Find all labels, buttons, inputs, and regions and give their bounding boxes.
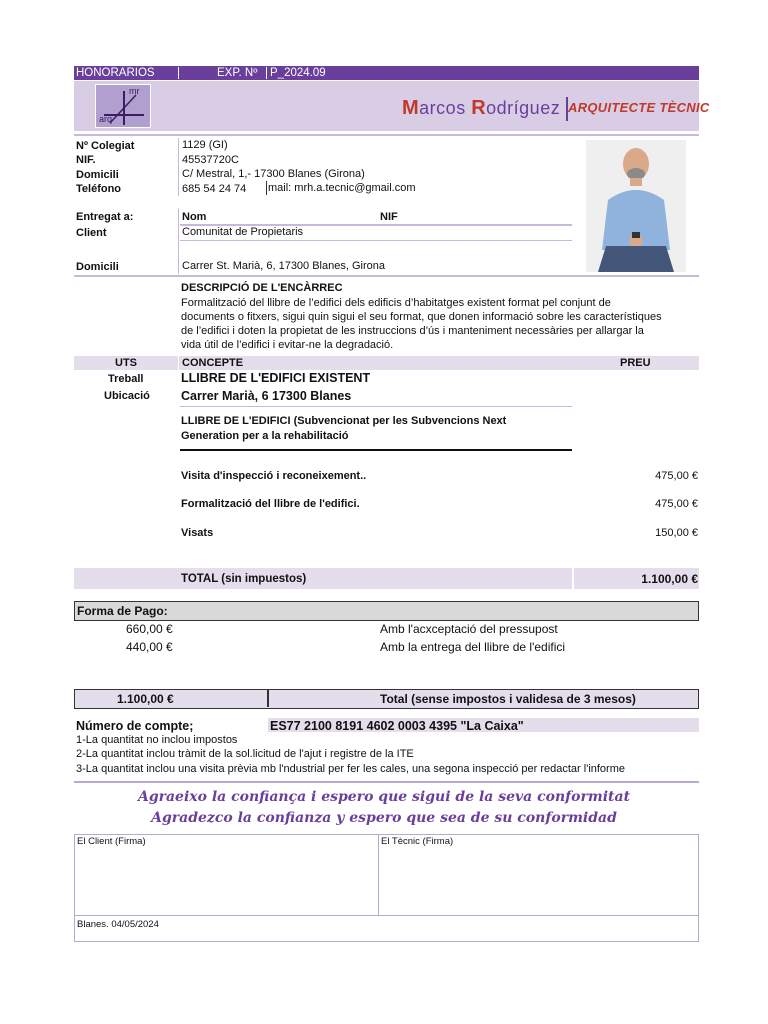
architect-photo [586, 140, 686, 272]
phone-separator [266, 181, 267, 195]
telefono-value: 685 54 24 74 [182, 183, 247, 195]
payment-title: Forma de Pago: [77, 604, 168, 618]
description-line: documents o fitxers, sigui quin sigui el seu format, que donen informació sobre les característiques [181, 311, 662, 323]
subtitle-line: LLIBRE DE L'EDIFICI (Subvencionat per les Subvencions Next [181, 415, 507, 427]
signature-box [74, 834, 699, 942]
client-label: Client [76, 227, 107, 239]
honorarios-label: HONORARIOS [76, 67, 155, 79]
nif-value: 45537720C [182, 154, 239, 166]
table-header-band [74, 356, 699, 370]
logo-text-bottom: arq [99, 114, 113, 124]
item-concept: Visita d'inspecció i reconeixement.. [181, 470, 367, 482]
brand-name [402, 97, 560, 120]
domicili-value: C/ Mestral, 1,- 17300 Blanes (Girona) [182, 168, 365, 180]
client-domicili: Carrer St. Marià, 6, 17300 Blanes, Girona [182, 260, 385, 272]
payment-total-box [74, 689, 699, 709]
divider [74, 781, 699, 783]
divider [180, 449, 572, 451]
treball-label: Treball [108, 373, 144, 385]
column-line [178, 208, 179, 274]
payment-desc: Amb l'acxceptació del pressupost [380, 622, 558, 636]
divider [75, 915, 698, 916]
column-line [267, 690, 269, 707]
description-line: de l’edifici i doten la propietat de les instruccions d’ús i manteniment necessàries per allargar la [181, 325, 644, 337]
payment-total-desc: Total (sense impostos i validesa de 3 mesos) [380, 692, 636, 706]
payment-desc: Amb la entrega del llibre de l'edifici [380, 640, 566, 654]
account-value: ES77 2100 8191 4602 0003 4395 "La Caixa" [270, 719, 524, 733]
client-name: Comunitat de Propietaris [182, 226, 304, 238]
payment-amount: 660,00 € [126, 622, 173, 636]
col-uts: UTS [115, 357, 137, 369]
header-separator [266, 67, 267, 79]
account-label: Número de compte; [76, 719, 194, 733]
item-price: 150,00 € [655, 527, 698, 539]
item-price: 475,00 € [655, 498, 698, 510]
colegiat-value: 1129 (GI) [182, 139, 228, 151]
treball-value: LLIBRE DE L'EDIFICI EXISTENT [181, 371, 371, 385]
client-domicili-label: Domicili [76, 261, 119, 273]
note: 1-La quantitat no inclou impostos [76, 734, 238, 746]
nif-label: NIF. [76, 154, 96, 166]
item-concept: Visats [181, 527, 214, 539]
email-value: mail: mrh.a.tecnic@gmail.com [268, 182, 416, 194]
ubicacio-value: Carrer Marià, 6 17300 Blanes [181, 389, 352, 403]
column-line [178, 356, 179, 370]
ubicacio-label: Ubicació [104, 390, 150, 402]
payment-total-amount: 1.100,00 € [117, 692, 174, 706]
col-preu: PREU [620, 357, 651, 369]
subtitle-line: Generation per a la rehabilitació [181, 430, 349, 442]
nif-header: NIF [380, 211, 398, 223]
brand-last-initial: R [471, 97, 487, 119]
tecnic-signature-label: El Tècnic (Firma) [381, 836, 454, 847]
col-concepte: CONCEPTE [182, 357, 244, 369]
exp-label: EXP. Nº [217, 67, 258, 79]
domicili-label: Domicili [76, 169, 119, 181]
exp-value: P_2024.09 [270, 67, 326, 79]
brand-title: ARQUITECTE TÈCNIC [568, 100, 710, 115]
column-line [378, 835, 379, 915]
brand-first-initial: M [402, 97, 420, 119]
divider [74, 275, 699, 277]
entregat-label: Entregat a: [76, 211, 134, 223]
colegiat-label: Nº Colegiat [76, 140, 135, 152]
header-bar [74, 66, 699, 80]
divider [74, 134, 699, 136]
item-price: 475,00 € [655, 470, 698, 482]
divider [180, 240, 572, 241]
divider [180, 406, 572, 407]
total-label: TOTAL (sin impuestos) [181, 573, 307, 585]
note: 3-La quantitat inclou una visita prèvia mb l'ndustrial per fer les cales, una segona inspecció per redactar l'informe [76, 763, 625, 775]
column-line [178, 138, 179, 196]
nom-header: Nom [182, 211, 207, 223]
note: 2-La quantitat inclou tràmit de la sol.licitud de l'ajut i registre de la ITE [76, 748, 414, 760]
description-line: Formalització del llibre de l’edifici dels edificis d’habitatges existent format pel conjunt de [181, 297, 611, 309]
thanks-line-ca: Agraeixo la confiança i espero que sigui de la seva conformitat [137, 789, 631, 805]
brand-last-rest: odríguez [486, 98, 561, 118]
brand-first-rest: arcos [419, 98, 472, 118]
thanks-line-es: Agradezco la confianza y espero que sea de su conformidad [151, 810, 617, 826]
payment-header [74, 601, 699, 621]
description-title: DESCRIPCIÓ DE L'ENCÀRREC [181, 282, 343, 294]
client-signature-label: El Client (Firma) [77, 836, 146, 847]
description-line: vida útil de l’edifici i evitar-ne la degradació. [181, 339, 394, 351]
person-portrait-icon [586, 140, 686, 272]
header-separator [178, 67, 179, 79]
column-line [572, 568, 574, 589]
telefono-label: Teléfono [76, 183, 122, 195]
item-concept: Formalització del llibre de l'edifici. [181, 498, 360, 510]
total-value: 1.100,00 € [641, 572, 698, 586]
logo-text-top: mr [129, 86, 140, 96]
payment-amount: 440,00 € [126, 640, 173, 654]
place-date: Blanes. 04/05/2024 [77, 919, 159, 930]
